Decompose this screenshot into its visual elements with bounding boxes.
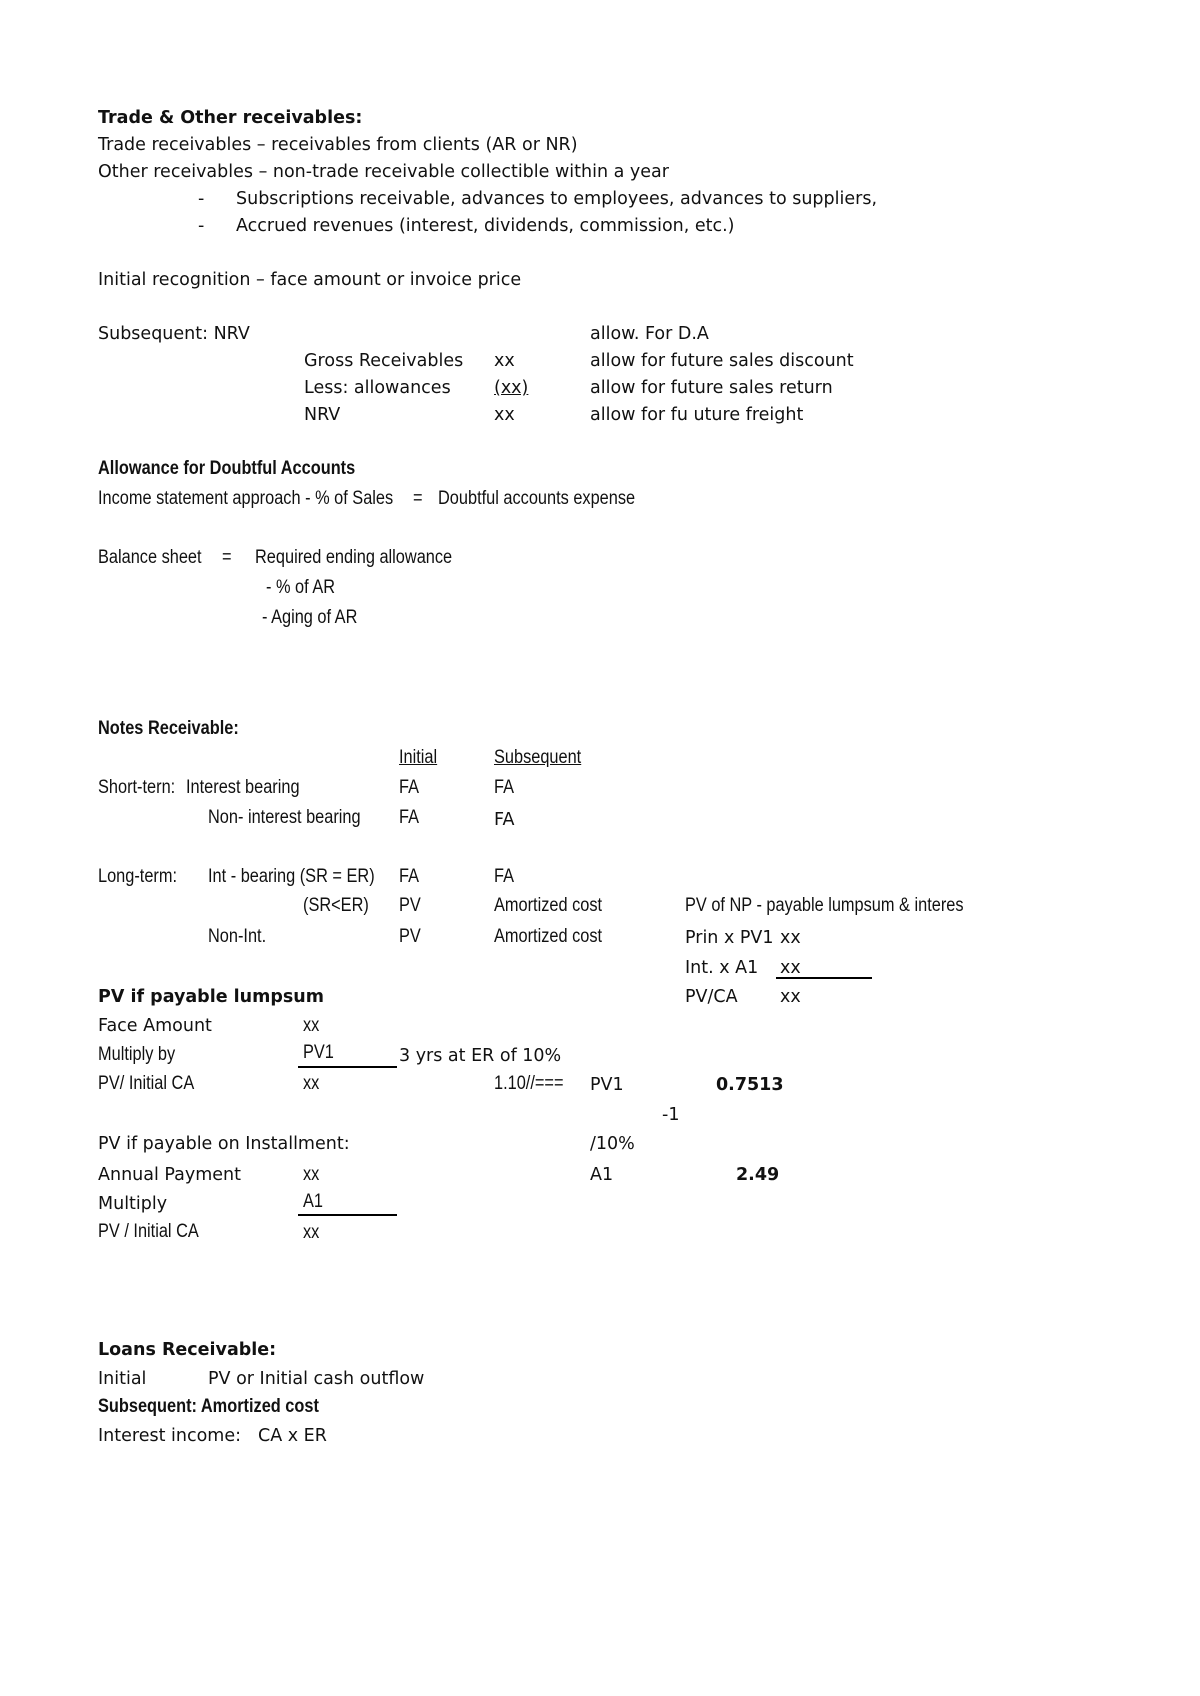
col-initial: Initial — [399, 747, 438, 768]
pv1-value: 0.7513 — [716, 1075, 784, 1095]
bullet-dash: - — [198, 216, 205, 236]
multiply-by: Multiply by — [98, 1044, 176, 1065]
notes-title: Notes Receivable: — [98, 718, 239, 739]
lt-less-subsequent: Amortized cost — [494, 895, 603, 916]
short-term-label: Short-tern: — [98, 777, 176, 798]
lt-eq-subsequent: FA — [494, 866, 514, 887]
income-approach: Income statement approach - % of Sales — [98, 488, 394, 509]
st-ib-subsequent: FA — [494, 777, 514, 798]
interest-bearing: Interest bearing — [186, 777, 300, 798]
int-value: xx — [780, 958, 801, 978]
annual-payment: Annual Payment — [98, 1165, 242, 1185]
trade-bullet-1: Subscriptions receivable, advances to employees, advances to suppliers, — [236, 189, 878, 209]
lumpsum-title: PV if payable lumpsum — [98, 987, 324, 1007]
sr-less-er: (SR<ER) — [303, 895, 369, 916]
minus-one: -1 — [662, 1105, 680, 1125]
st-ib-initial: FA — [399, 777, 419, 798]
years-er: 3 yrs at ER of 10% — [399, 1046, 562, 1066]
allow-da: allow. For D.A — [590, 324, 709, 344]
less-allowances: Less: allowances — [304, 378, 451, 398]
multiply-a1-underline — [298, 1214, 397, 1216]
loans-initial-value: PV or Initial cash outflow — [208, 1369, 425, 1389]
pv-initial-value: xx — [303, 1073, 320, 1094]
st-nib-initial: FA — [399, 807, 419, 828]
non-interest-bearing: Non- interest bearing — [208, 807, 361, 828]
nrv-label: NRV — [304, 405, 341, 425]
prin-pv1: Prin x PV1 — [685, 928, 774, 948]
prin-value: xx — [780, 928, 801, 948]
income-value: Doubtful accounts expense — [438, 488, 636, 509]
multiply-pv1: PV1 — [303, 1042, 334, 1063]
loans-subsequent: Subsequent: Amortized cost — [98, 1396, 319, 1417]
int-bearing-eq: Int - bearing (SR = ER) — [208, 866, 375, 887]
nrv-value: xx — [494, 405, 515, 425]
pvca-value: xx — [780, 987, 801, 1007]
multiply-label: Multiply — [98, 1194, 168, 1214]
lt-eq-initial: FA — [399, 866, 419, 887]
multiply-a1: A1 — [303, 1191, 323, 1212]
pv-initial-ca: PV/ Initial CA — [98, 1073, 195, 1094]
lt-less-initial: PV — [399, 895, 421, 916]
a1-label: A1 — [590, 1165, 614, 1185]
pvca-label: PV/CA — [685, 987, 738, 1007]
installment-title: PV if payable on Installment: — [98, 1134, 350, 1154]
equals-sign: = — [222, 547, 232, 568]
gross-receivables: Gross Receivables — [304, 351, 464, 371]
bullet-dash: - — [198, 189, 205, 209]
non-int-label: Non-Int. — [208, 926, 267, 947]
sum-underline — [776, 977, 872, 979]
allow-freight: allow for fu uture freight — [590, 405, 804, 425]
allowance-title: Allowance for Doubtful Accounts — [98, 458, 356, 479]
long-term-label: Long-term: — [98, 866, 178, 887]
balance-item-1: - % of AR — [266, 577, 336, 598]
allow-return: allow for future sales return — [590, 378, 833, 398]
loans-initial: Initial — [98, 1369, 147, 1389]
trade-bullet-2: Accrued revenues (interest, dividends, commission, etc.) — [236, 216, 735, 236]
pv-initial-value-2: xx — [303, 1222, 320, 1243]
annual-value: xx — [303, 1164, 320, 1185]
pv1-label: PV1 — [590, 1075, 624, 1095]
face-value: xx — [303, 1015, 320, 1036]
divide-ten: /10% — [590, 1134, 635, 1154]
int-a1: Int. x A1 — [685, 958, 759, 978]
pv-initial-ca-2: PV / Initial CA — [98, 1221, 199, 1242]
col-subsequent: Subsequent — [494, 747, 582, 768]
a1-value: 2.49 — [736, 1165, 780, 1185]
interest-income-value: CA x ER — [258, 1426, 327, 1446]
loans-title: Loans Receivable: — [98, 1340, 277, 1360]
trade-line-1: Trade receivables – receivables from clients (AR or NR) — [98, 135, 578, 155]
calc-expression: 1.10//=== — [494, 1073, 564, 1094]
multiply-underline — [298, 1066, 397, 1068]
balance-item-2: - Aging of AR — [262, 607, 358, 628]
trade-line-2: Other receivables – non-trade receivable collectible within a year — [98, 162, 669, 182]
interest-income: Interest income: — [98, 1426, 241, 1446]
st-nib-subsequent: FA — [494, 810, 515, 830]
non-int-subsequent: Amortized cost — [494, 926, 603, 947]
initial-recognition: Initial recognition – face amount or invoice price — [98, 270, 522, 290]
equals-sign: = — [413, 488, 423, 509]
allow-discount: allow for future sales discount — [590, 351, 854, 371]
non-int-initial: PV — [399, 926, 421, 947]
face-amount: Face Amount — [98, 1016, 212, 1036]
gross-value: xx — [494, 351, 515, 371]
less-value: (xx) — [494, 378, 529, 398]
pv-np-label: PV of NP - payable lumpsum & interes — [685, 895, 964, 916]
balance-value: Required ending allowance — [255, 547, 453, 568]
trade-title: Trade & Other receivables: — [98, 108, 363, 128]
subsequent-nrv: Subsequent: NRV — [98, 324, 250, 344]
balance-sheet-label: Balance sheet — [98, 547, 202, 568]
